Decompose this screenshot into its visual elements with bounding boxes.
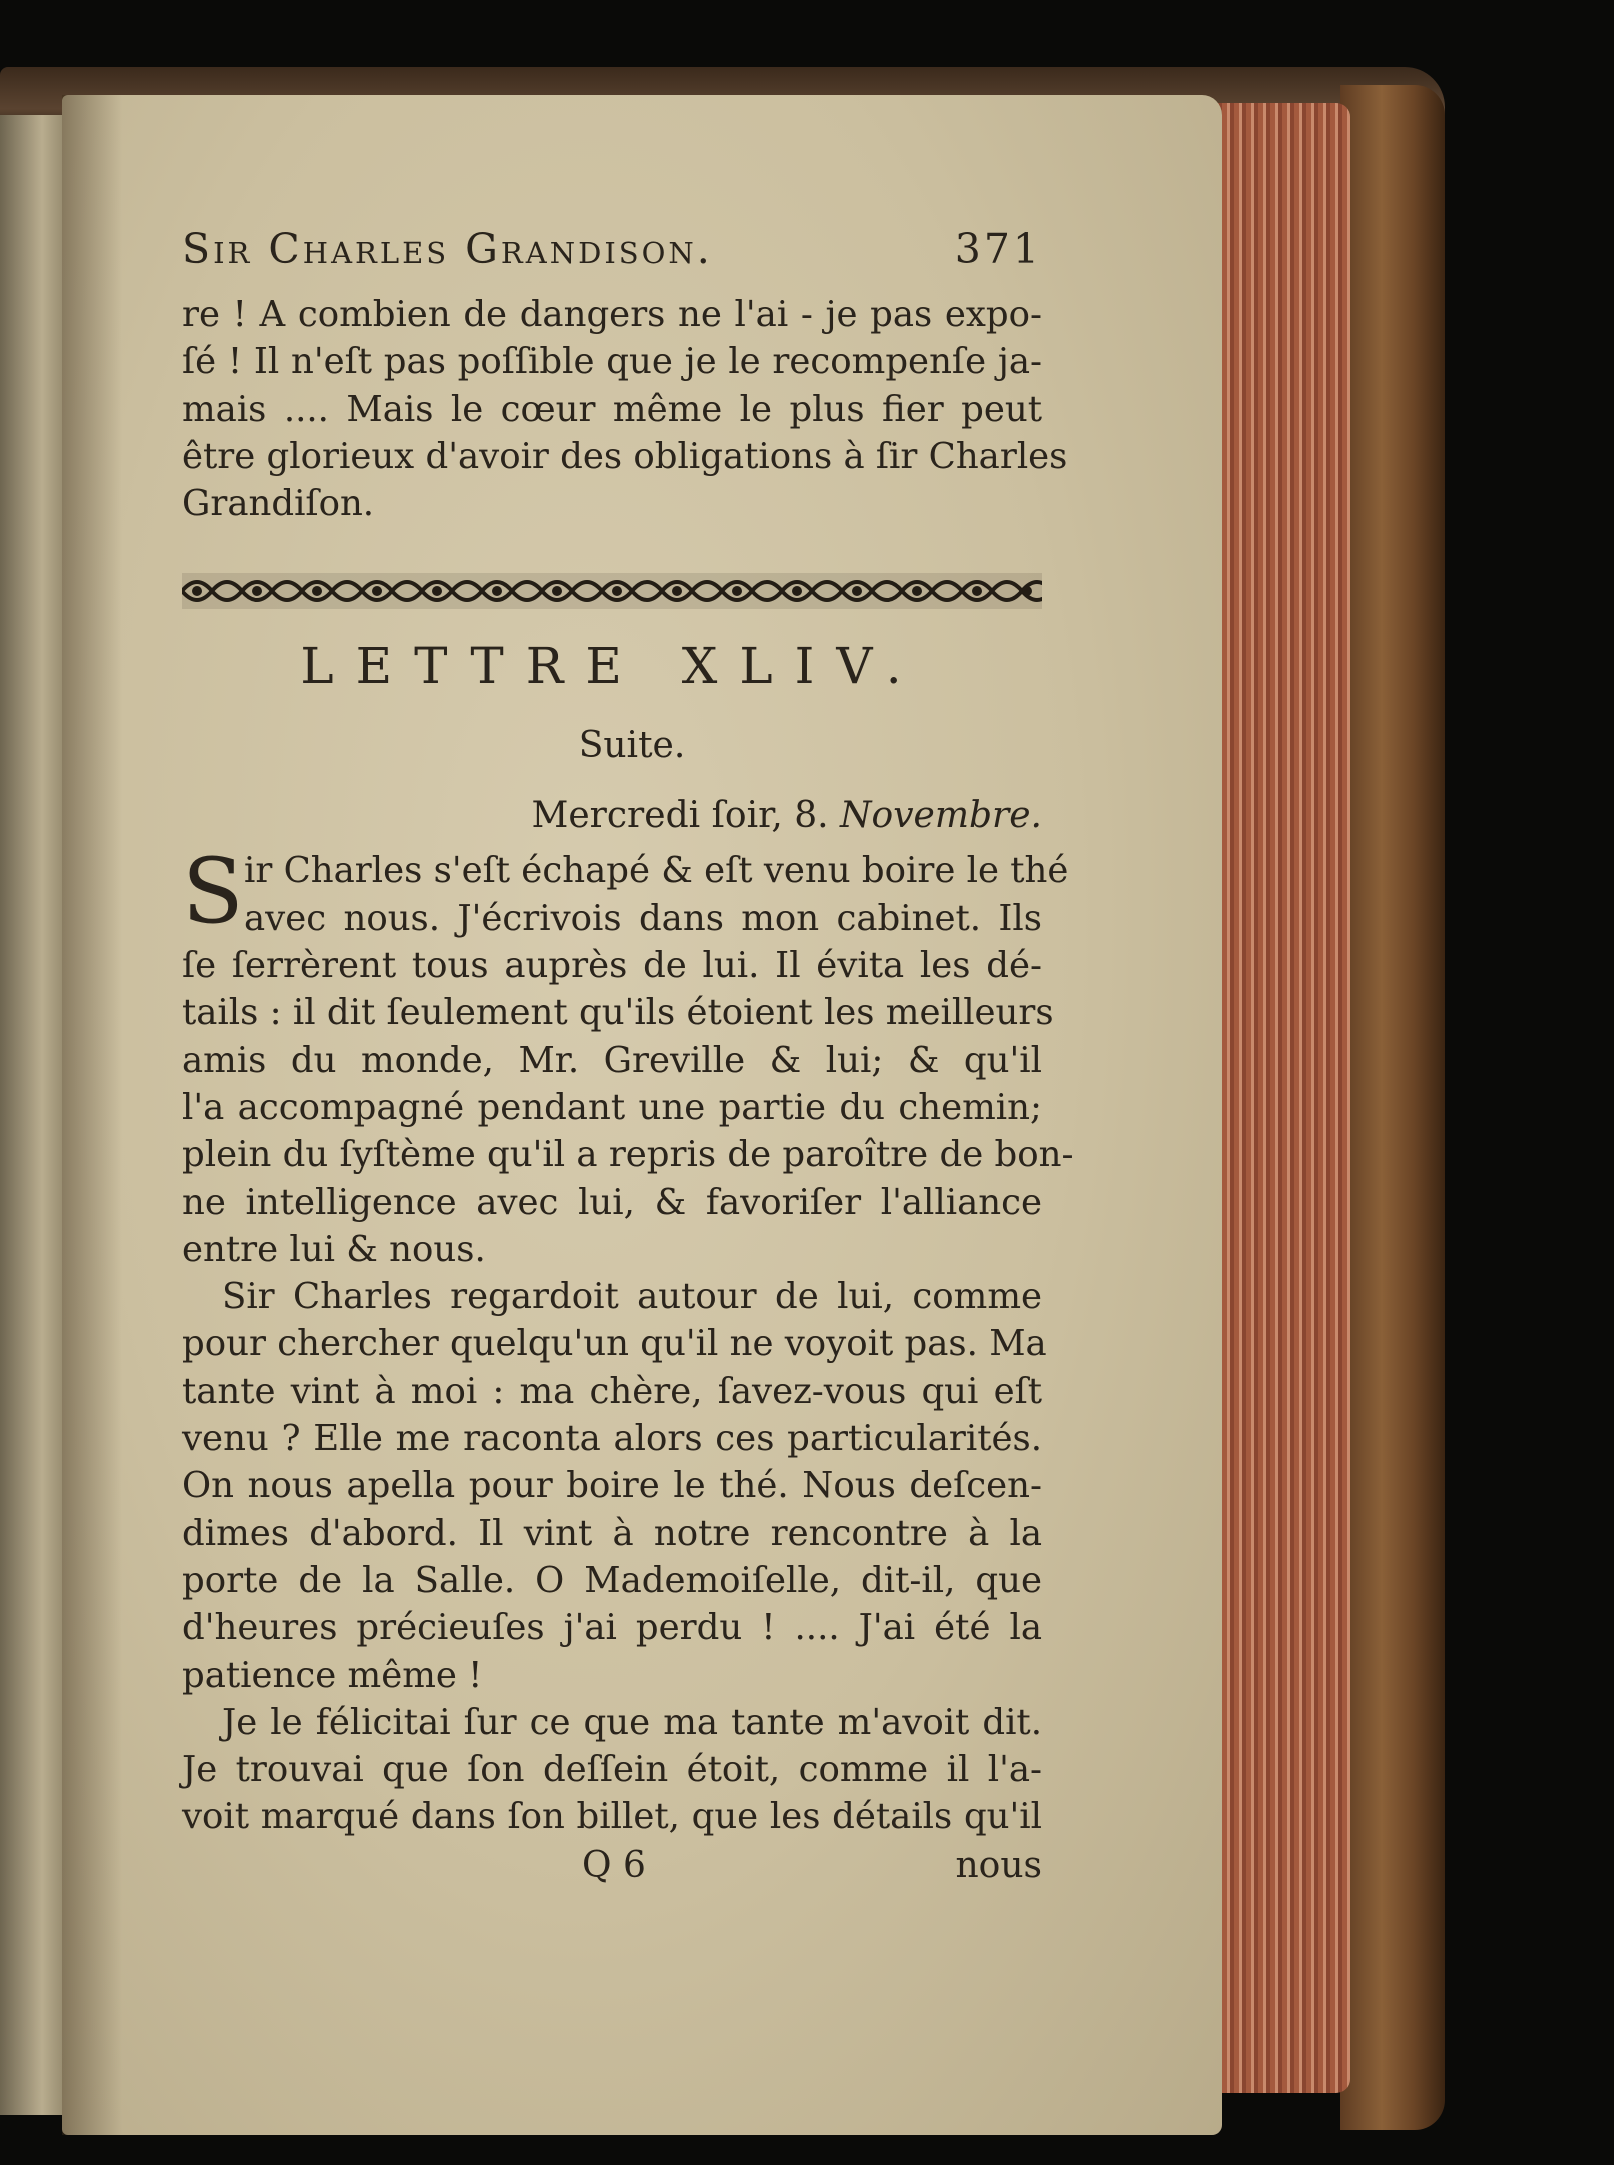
text-line: venu ? Elle me raconta alors ces particularités. xyxy=(182,1418,1042,1460)
text-line: patience même ! xyxy=(182,1654,483,1696)
first-paragraph xyxy=(182,839,1074,1273)
text-line: On nous apella pour boire le thé. Nous deſcen- xyxy=(182,1465,1042,1507)
page-number: 371 xyxy=(954,225,1042,273)
catchword: nous xyxy=(955,1844,1042,1886)
text-line: ſé ! Il n'eſt pas poſſible que je le recompenſe ja- xyxy=(182,341,1042,383)
left-page-edge xyxy=(0,115,70,2115)
text-line: d'heures précieuſes j'ai perdu ! .... J'ai été la xyxy=(182,1607,1042,1649)
text-line: pour chercher quelqu'un qu'il ne voyoit pas. Ma xyxy=(182,1323,1047,1365)
page-gutter-shadow xyxy=(62,95,122,2135)
text-line: dimes d'abord. Il vint à notre rencontre à la xyxy=(182,1512,1042,1554)
text-line: l'a accompagné pendant une partie du chemin; xyxy=(182,1086,1042,1128)
text-line: re ! A combien de dangers ne l'ai - je pas expo- xyxy=(182,294,1042,335)
text-line: Sir Charles regardoit autour de lui, comme xyxy=(222,1276,1042,1318)
text-line: voit marqué dans ſon billet, que les détails qu'il xyxy=(182,1796,1042,1838)
text-line: Grandiſon. xyxy=(182,483,375,525)
text-line: avec nous. J'écrivois dans mon cabinet. Ils xyxy=(244,897,1042,939)
text-line: être glorieux d'avoir des obligations à ſir Charles xyxy=(182,435,1068,477)
text-line: mais .... Mais le cœur même le plus fier peut xyxy=(182,388,1042,430)
letter-subheading: Suite. xyxy=(578,725,686,767)
signature-mark: Q 6 xyxy=(582,1844,646,1886)
page-text xyxy=(182,225,1074,1895)
page-edges xyxy=(1210,103,1350,2093)
letter-date xyxy=(182,795,1042,847)
text-line: porte de la Salle. O Mademoiſelle, dit-il, que xyxy=(182,1559,1042,1601)
text-line: ne intelligence avec lui, & favoriſer l'alliance xyxy=(182,1181,1042,1223)
text-line: ir Charles s'eſt échapé & eſt venu boire le thé xyxy=(244,850,1069,892)
third-paragraph xyxy=(182,1699,1042,1841)
letter-heading: LETTRE XLIV. xyxy=(300,637,924,696)
continued-text xyxy=(182,291,1068,527)
book-spine xyxy=(1340,85,1445,2130)
date-text: Mercredi ſoir, 8. xyxy=(531,795,829,837)
text-line: ſe ſerrèrent tous auprès de lui. Il évita les dé- xyxy=(182,945,1042,987)
text-line: tante vint à moi : ma chère, ſavez-vous qui eſt xyxy=(182,1370,1042,1412)
text-line: entre lui & nous. xyxy=(182,1228,486,1270)
running-header xyxy=(182,225,1042,291)
running-title: Sir Charles Grandison. xyxy=(182,225,713,273)
text-line: amis du monde, Mr. Greville & lui; & qu'il xyxy=(182,1039,1042,1081)
text-line: plein du ſyſtème qu'il a repris de paroître de bon- xyxy=(182,1134,1074,1176)
date-month: Novembre. xyxy=(840,795,1042,837)
second-paragraph xyxy=(182,1273,1047,1699)
page-footer xyxy=(182,1845,1042,1895)
text-line: Je trouvai que ſon deſſein étoit, comme il l'a- xyxy=(182,1749,1042,1791)
text-line: tails : il dit ſeulement qu'ils étoient les meilleurs xyxy=(182,992,1054,1034)
drop-cap: S xyxy=(182,839,244,945)
text-line: Je le félicitai ſur ce que ma tante m'avoit dit. xyxy=(222,1701,1042,1743)
printer-ornament xyxy=(182,571,1042,611)
